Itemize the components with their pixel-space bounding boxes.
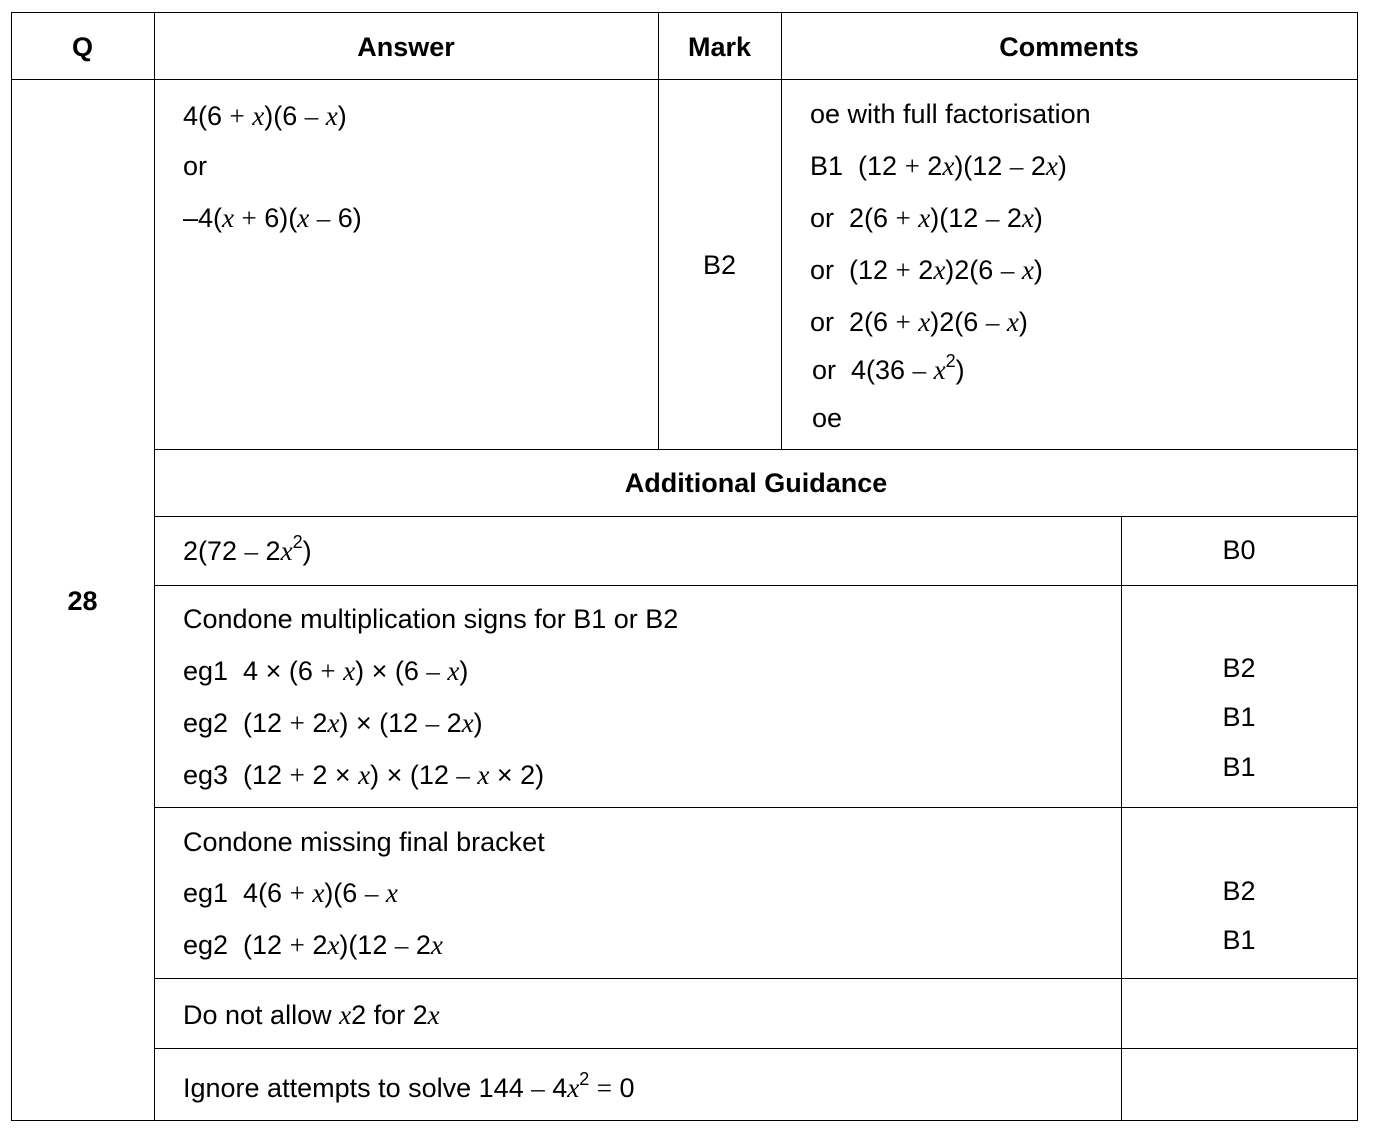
guidance-row-divider-2 (154, 807, 1358, 808)
header-q: Q (71, 32, 93, 62)
guidance-1-line-1: $2(72 - 2x^2)$ (183, 532, 312, 566)
comment-line-2: B1 (12 + 2x)(12 – 2x) (810, 151, 1067, 181)
border-bottom (11, 1120, 1358, 1121)
guidance-2-line-2: eg1 4 × (6 + x) × (6 – x) (183, 656, 469, 686)
guidance-2-mark-2: B1 (1222, 702, 1256, 732)
guidance-2-mark-1: B2 (1222, 653, 1256, 683)
q-column-divider (154, 12, 155, 1121)
header-divider (11, 79, 1358, 80)
header-comments: Comments (999, 32, 1139, 62)
main-row-divider (154, 449, 1358, 450)
border-top (11, 12, 1358, 13)
guidance-2-mark-3: B1 (1222, 752, 1256, 782)
guidance-5-line-1: Ignore attempts to solve $144 - 4x^2 = 0$ (183, 1069, 635, 1103)
mark-value: B2 (702, 250, 737, 280)
comment-line-4: or (12 + 2x)2(6 – x) (810, 255, 1043, 285)
guidance-3-mark-1: B2 (1222, 876, 1256, 906)
guidance-2-line-1: Condone multiplication signs for B1 or B2 (183, 604, 679, 634)
guidance-title-divider (154, 516, 1358, 517)
comment-line-1: oe with full factorisation (810, 99, 1091, 129)
answer-line-1: 4(6 + x)(6 – x) (183, 101, 347, 131)
border-left (11, 12, 12, 1121)
question-number: 28 (67, 586, 98, 616)
guidance-1-mark-1: B0 (1222, 535, 1256, 565)
guidance-3-line-2: eg1 4(6 + x)(6 – x (183, 878, 398, 908)
answer-line-3: –4(x + 6)(x – 6) (183, 203, 362, 233)
guidance-row-divider-4 (154, 1048, 1358, 1049)
comment-line-5: or 2(6 + x)2(6 – x) (810, 307, 1028, 337)
header-answer: Answer (357, 32, 455, 62)
additional-guidance-title: Additional Guidance (624, 468, 888, 498)
answer-column-divider (658, 12, 659, 449)
comment-line-6: or $4(36 - x^2)$ (812, 351, 965, 385)
guidance-2-line-4: eg3 (12 + 2 × x) × (12 – x × 2) (183, 760, 545, 790)
header-mark: Mark (687, 32, 752, 62)
border-right (1357, 12, 1358, 1121)
comment-line-3: or 2(6 + x)(12 – 2x) (810, 203, 1043, 233)
guidance-row-divider-3 (154, 978, 1358, 979)
comment-line-7: oe (812, 403, 843, 433)
answer-line-2: or (183, 151, 208, 181)
guidance-3-mark-2: B1 (1222, 925, 1256, 955)
guidance-3-line-1: Condone missing final bracket (183, 827, 545, 857)
guidance-row-divider-1 (154, 585, 1358, 586)
guidance-mark-divider (1121, 516, 1122, 1121)
guidance-3-line-3: eg2 (12 + 2x)(12 – 2x (183, 930, 443, 960)
guidance-2-line-3: eg2 (12 + 2x) × (12 – 2x) (183, 708, 483, 738)
guidance-4-line-1: Do not allow x2 for 2x (183, 1000, 440, 1030)
mark-column-divider (781, 12, 782, 449)
